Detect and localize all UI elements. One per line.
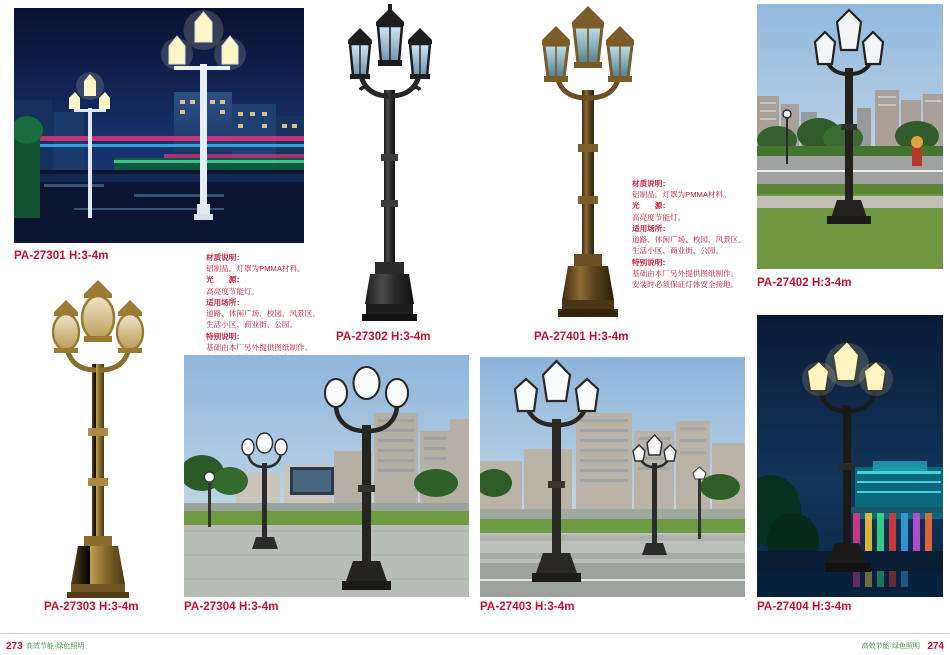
footer-text-right: 高效节能·绿色照明 xyxy=(861,643,920,650)
caption-pa-27301: PA-27301 H:3-4m xyxy=(14,250,109,262)
spec-left-line-0: 材质说明： xyxy=(206,253,244,262)
product-cutout-pa-27303 xyxy=(22,278,172,598)
spec-left-line-1: 铝制品。灯罩为PMMA材料。 xyxy=(206,264,305,274)
spec-right-line-3: 高亮度节能灯。 xyxy=(632,212,686,222)
spec-right-line-4: 适用场所： xyxy=(632,223,670,233)
caption-pa-27304: PA-27304 H:3-4m xyxy=(184,601,279,613)
spec-left-line-6: 生活小区、商业街、公园。 xyxy=(206,320,298,330)
caption-pa-27402: PA-27402 H:3-4m xyxy=(757,277,852,289)
spec-left-line-5: 道路、休闲广场、校园、风景区、 xyxy=(206,309,320,319)
product-cutout-pa-27302 xyxy=(320,4,460,324)
page-number-left: 273 xyxy=(6,641,23,652)
caption-pa-27401: PA-27401 H:3-4m xyxy=(534,331,629,343)
spec-block-left xyxy=(206,252,324,364)
spec-right-line-6: 生活小区、商业街、公园。 xyxy=(632,246,724,256)
product-photo-pa-27402 xyxy=(757,4,943,269)
spec-left-line-2: 光 源： xyxy=(206,275,244,285)
spec-right-line-9: 安装时必须保证灯体安全接地。 xyxy=(632,280,739,290)
spec-left-line-4: 适用场所： xyxy=(206,297,244,307)
product-photo-pa-27404 xyxy=(757,315,943,597)
spec-right-line-0: 材质说明： xyxy=(632,179,670,188)
spec-block-right xyxy=(632,178,750,290)
product-photo-pa-27304 xyxy=(184,355,469,597)
spec-right-line-7: 特别说明： xyxy=(632,257,670,267)
caption-pa-27404: PA-27404 H:3-4m xyxy=(757,601,852,613)
caption-pa-27403: PA-27403 H:3-4m xyxy=(480,601,575,613)
spec-right-line-5: 道路、休闲广场、校园、风景区、 xyxy=(632,235,746,245)
page-footer xyxy=(0,633,950,655)
spec-right-line-8: 基础由本厂另外提供图纸制作。 xyxy=(632,268,739,278)
spec-left-line-8: 基础由本厂另外提供图纸制作。 xyxy=(206,342,313,352)
spec-left-line-7: 特别说明： xyxy=(206,331,244,341)
page-number-right: 274 xyxy=(927,641,944,652)
spec-right-line-2: 光 源： xyxy=(632,201,670,211)
product-photo-pa-27403 xyxy=(480,357,745,597)
caption-pa-27302: PA-27302 H:3-4m xyxy=(336,331,431,343)
product-photo-pa-27301 xyxy=(14,8,304,243)
footer-text-left: 高效节能·绿色照明 xyxy=(26,643,85,650)
spec-left-line-3: 高亮度节能灯。 xyxy=(206,286,260,296)
caption-pa-27303: PA-27303 H:3-4m xyxy=(44,601,139,613)
spec-right-line-1: 铝制品。灯罩为PMMA材料。 xyxy=(632,190,731,200)
